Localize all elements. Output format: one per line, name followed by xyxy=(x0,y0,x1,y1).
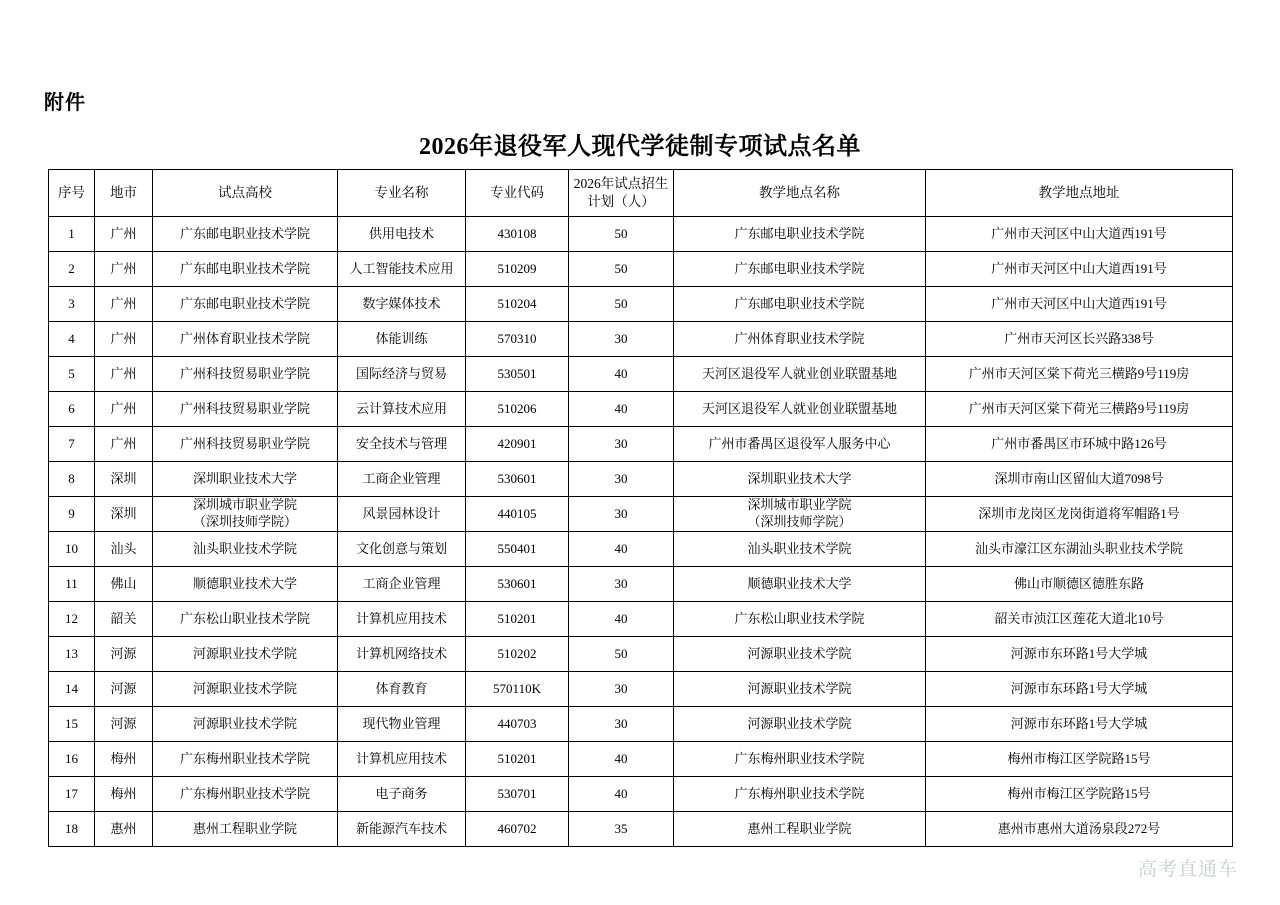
cell-city: 广州 xyxy=(95,217,153,252)
cell-site-address: 深圳市南山区留仙大道7098号 xyxy=(926,462,1233,497)
cell-site-name: 广东梅州职业技术学院 xyxy=(674,742,926,777)
cell-city: 广州 xyxy=(95,287,153,322)
pilot-list-table-wrapper xyxy=(48,169,1232,847)
cell-school: 深圳职业技术大学 xyxy=(153,462,338,497)
cell-index: 16 xyxy=(49,742,95,777)
cell-school: 广州科技贸易职业学院 xyxy=(153,357,338,392)
page-title: 2026年退役军人现代学徒制专项试点名单 xyxy=(419,134,861,160)
cell-school: 广东邮电职业技术学院 xyxy=(153,252,338,287)
table-header-row xyxy=(49,170,1233,217)
table-row xyxy=(49,742,1233,777)
cell-plan: 50 xyxy=(569,252,674,287)
cell-index: 17 xyxy=(49,777,95,812)
cell-major: 人工智能技术应用 xyxy=(338,252,466,287)
cell-plan: 30 xyxy=(569,672,674,707)
table-row xyxy=(49,532,1233,567)
column-header-site-address: 教学地点地址 xyxy=(926,170,1233,217)
cell-site-name: 广东梅州职业技术学院 xyxy=(674,777,926,812)
cell-city: 广州 xyxy=(95,357,153,392)
table-row xyxy=(49,777,1233,812)
cell-index: 8 xyxy=(49,462,95,497)
column-header-site-name: 教学地点名称 xyxy=(674,170,926,217)
cell-site-address: 惠州市惠州大道汤泉段272号 xyxy=(926,812,1233,847)
cell-city: 广州 xyxy=(95,252,153,287)
cell-city: 河源 xyxy=(95,637,153,672)
cell-major-code: 420901 xyxy=(466,427,569,462)
column-header-city: 地市 xyxy=(95,170,153,217)
cell-city: 河源 xyxy=(95,707,153,742)
column-header-plan xyxy=(569,170,674,217)
table-header xyxy=(49,170,1233,217)
column-header-major-code: 专业代码 xyxy=(466,170,569,217)
cell-site-address: 广州市番禺区市环城中路126号 xyxy=(926,427,1233,462)
cell-major: 计算机网络技术 xyxy=(338,637,466,672)
cell-site-address: 汕头市濠江区东湖汕头职业技术学院 xyxy=(926,532,1233,567)
cell-site-address: 深圳市龙岗区龙岗街道将军帽路1号 xyxy=(926,497,1233,532)
cell-site-name: 广州市番禺区退役军人服务中心 xyxy=(674,427,926,462)
cell-school: 河源职业技术学院 xyxy=(153,637,338,672)
cell-plan: 40 xyxy=(569,742,674,777)
cell-school: 汕头职业技术学院 xyxy=(153,532,338,567)
cell-school: 惠州工程职业学院 xyxy=(153,812,338,847)
cell-major: 数字媒体技术 xyxy=(338,287,466,322)
table-row xyxy=(49,462,1233,497)
cell-school: 顺德职业技术大学 xyxy=(153,567,338,602)
cell-school xyxy=(153,497,338,532)
cell-plan: 40 xyxy=(569,357,674,392)
cell-index: 13 xyxy=(49,637,95,672)
cell-major: 电子商务 xyxy=(338,777,466,812)
cell-site-name: 广东邮电职业技术学院 xyxy=(674,287,926,322)
cell-plan: 30 xyxy=(569,497,674,532)
cell-city: 梅州 xyxy=(95,742,153,777)
cell-site-address: 河源市东环路1号大学城 xyxy=(926,707,1233,742)
cell-site-name: 汕头职业技术学院 xyxy=(674,532,926,567)
table-row xyxy=(49,637,1233,672)
cell-index: 3 xyxy=(49,287,95,322)
cell-major: 工商企业管理 xyxy=(338,567,466,602)
cell-plan: 30 xyxy=(569,567,674,602)
cell-major-code: 510201 xyxy=(466,602,569,637)
cell-major: 计算机应用技术 xyxy=(338,742,466,777)
cell-index: 18 xyxy=(49,812,95,847)
cell-index: 1 xyxy=(49,217,95,252)
cell-school: 广州科技贸易职业学院 xyxy=(153,392,338,427)
cell-site-address: 广州市天河区棠下荷光三横路9号119房 xyxy=(926,357,1233,392)
table-row xyxy=(49,497,1233,532)
column-header-major: 专业名称 xyxy=(338,170,466,217)
cell-site-address: 广州市天河区长兴路338号 xyxy=(926,322,1233,357)
cell-site-address: 佛山市顺德区德胜东路 xyxy=(926,567,1233,602)
cell-city: 广州 xyxy=(95,427,153,462)
cell-city: 深圳 xyxy=(95,497,153,532)
cell-site-address: 广州市天河区中山大道西191号 xyxy=(926,217,1233,252)
cell-city: 汕头 xyxy=(95,532,153,567)
cell-site-address: 广州市天河区中山大道西191号 xyxy=(926,287,1233,322)
cell-site-name: 广东邮电职业技术学院 xyxy=(674,217,926,252)
cell-major-code: 570110K xyxy=(466,672,569,707)
cell-major-code: 510209 xyxy=(466,252,569,287)
cell-school: 广州科技贸易职业学院 xyxy=(153,427,338,462)
cell-major-code: 550401 xyxy=(466,532,569,567)
cell-site-address: 广州市天河区中山大道西191号 xyxy=(926,252,1233,287)
cell-major: 风景园林设计 xyxy=(338,497,466,532)
cell-plan: 35 xyxy=(569,812,674,847)
cell-major: 安全技术与管理 xyxy=(338,427,466,462)
cell-plan: 30 xyxy=(569,462,674,497)
cell-plan: 40 xyxy=(569,602,674,637)
cell-site-name: 惠州工程职业学院 xyxy=(674,812,926,847)
cell-site-address: 梅州市梅江区学院路15号 xyxy=(926,742,1233,777)
cell-plan: 30 xyxy=(569,322,674,357)
cell-school: 广东松山职业技术学院 xyxy=(153,602,338,637)
cell-major-code: 510206 xyxy=(466,392,569,427)
cell-index: 11 xyxy=(49,567,95,602)
cell-site-name: 深圳职业技术大学 xyxy=(674,462,926,497)
cell-site-address: 韶关市浈江区莲花大道北10号 xyxy=(926,602,1233,637)
cell-index: 4 xyxy=(49,322,95,357)
cell-plan: 40 xyxy=(569,532,674,567)
column-header-plan-line2: 计划（人） xyxy=(587,194,655,209)
cell-site-name: 河源职业技术学院 xyxy=(674,637,926,672)
pilot-list-table xyxy=(48,169,1233,847)
cell-city: 惠州 xyxy=(95,812,153,847)
cell-city: 梅州 xyxy=(95,777,153,812)
cell-major: 新能源汽车技术 xyxy=(338,812,466,847)
table-row xyxy=(49,567,1233,602)
cell-index: 14 xyxy=(49,672,95,707)
cell-major-code: 570310 xyxy=(466,322,569,357)
cell-school-line1: 深圳城市职业学院 xyxy=(192,497,297,513)
cell-major-code: 530701 xyxy=(466,777,569,812)
table-row xyxy=(49,252,1233,287)
cell-school: 河源职业技术学院 xyxy=(153,672,338,707)
cell-index: 2 xyxy=(49,252,95,287)
cell-major-code: 510204 xyxy=(466,287,569,322)
cell-school: 广东梅州职业技术学院 xyxy=(153,777,338,812)
cell-site-name: 河源职业技术学院 xyxy=(674,707,926,742)
cell-site-address: 河源市东环路1号大学城 xyxy=(926,637,1233,672)
cell-major-code: 510202 xyxy=(466,637,569,672)
table-row xyxy=(49,672,1233,707)
cell-school: 广东邮电职业技术学院 xyxy=(153,287,338,322)
cell-plan: 30 xyxy=(569,707,674,742)
cell-site-name: 河源职业技术学院 xyxy=(674,672,926,707)
cell-major-code: 440105 xyxy=(466,497,569,532)
cell-plan: 50 xyxy=(569,217,674,252)
cell-site-name: 顺德职业技术大学 xyxy=(674,567,926,602)
cell-index: 10 xyxy=(49,532,95,567)
cell-site-name-line1: 深圳城市职业学院 xyxy=(747,497,852,513)
cell-school: 河源职业技术学院 xyxy=(153,707,338,742)
cell-school: 广州体育职业技术学院 xyxy=(153,322,338,357)
cell-school: 广东梅州职业技术学院 xyxy=(153,742,338,777)
cell-index: 15 xyxy=(49,707,95,742)
cell-major: 供用电技术 xyxy=(338,217,466,252)
table-row xyxy=(49,707,1233,742)
cell-site-name: 广东邮电职业技术学院 xyxy=(674,252,926,287)
cell-site-name: 广州体育职业技术学院 xyxy=(674,322,926,357)
cell-city: 深圳 xyxy=(95,462,153,497)
cell-site-address: 河源市东环路1号大学城 xyxy=(926,672,1233,707)
cell-index: 12 xyxy=(49,602,95,637)
cell-index: 5 xyxy=(49,357,95,392)
cell-major: 计算机应用技术 xyxy=(338,602,466,637)
cell-site-address: 广州市天河区棠下荷光三横路9号119房 xyxy=(926,392,1233,427)
cell-major-code: 510201 xyxy=(466,742,569,777)
column-header-school: 试点高校 xyxy=(153,170,338,217)
table-body xyxy=(49,217,1233,847)
table-row xyxy=(49,427,1233,462)
table-row xyxy=(49,602,1233,637)
table-row xyxy=(49,217,1233,252)
watermark: 高考直通车 xyxy=(1137,859,1238,880)
cell-site-address: 梅州市梅江区学院路15号 xyxy=(926,777,1233,812)
cell-major: 体育教育 xyxy=(338,672,466,707)
cell-plan: 50 xyxy=(569,637,674,672)
column-header-index: 序号 xyxy=(49,170,95,217)
table-row xyxy=(49,357,1233,392)
table-row xyxy=(49,392,1233,427)
cell-major-code: 530501 xyxy=(466,357,569,392)
cell-plan: 40 xyxy=(569,777,674,812)
cell-major: 国际经济与贸易 xyxy=(338,357,466,392)
cell-school-line2: （深圳技师学院） xyxy=(192,514,297,529)
attachment-label: 附件 xyxy=(44,92,86,114)
cell-major: 云计算技术应用 xyxy=(338,392,466,427)
cell-major: 文化创意与策划 xyxy=(338,532,466,567)
cell-site-name: 天河区退役军人就业创业联盟基地 xyxy=(674,357,926,392)
cell-major: 体能训练 xyxy=(338,322,466,357)
cell-site-name: 广东松山职业技术学院 xyxy=(674,602,926,637)
column-header-plan-line1: 2026年试点招生 xyxy=(573,176,669,192)
cell-city: 广州 xyxy=(95,392,153,427)
table-row xyxy=(49,322,1233,357)
table-row xyxy=(49,812,1233,847)
cell-major-code: 530601 xyxy=(466,567,569,602)
cell-index: 7 xyxy=(49,427,95,462)
cell-school: 广东邮电职业技术学院 xyxy=(153,217,338,252)
cell-site-name: 天河区退役军人就业创业联盟基地 xyxy=(674,392,926,427)
cell-major: 现代物业管理 xyxy=(338,707,466,742)
cell-plan: 50 xyxy=(569,287,674,322)
cell-plan: 40 xyxy=(569,392,674,427)
table-row xyxy=(49,287,1233,322)
cell-city: 韶关 xyxy=(95,602,153,637)
cell-city: 佛山 xyxy=(95,567,153,602)
cell-site-name-line2: （深圳技师学院） xyxy=(747,514,852,529)
cell-index: 6 xyxy=(49,392,95,427)
cell-major-code: 530601 xyxy=(466,462,569,497)
cell-plan: 30 xyxy=(569,427,674,462)
cell-major-code: 440703 xyxy=(466,707,569,742)
cell-index: 9 xyxy=(49,497,95,532)
cell-city: 广州 xyxy=(95,322,153,357)
cell-city: 河源 xyxy=(95,672,153,707)
cell-major: 工商企业管理 xyxy=(338,462,466,497)
cell-major-code: 460702 xyxy=(466,812,569,847)
cell-major-code: 430108 xyxy=(466,217,569,252)
cell-site-name xyxy=(674,497,926,532)
